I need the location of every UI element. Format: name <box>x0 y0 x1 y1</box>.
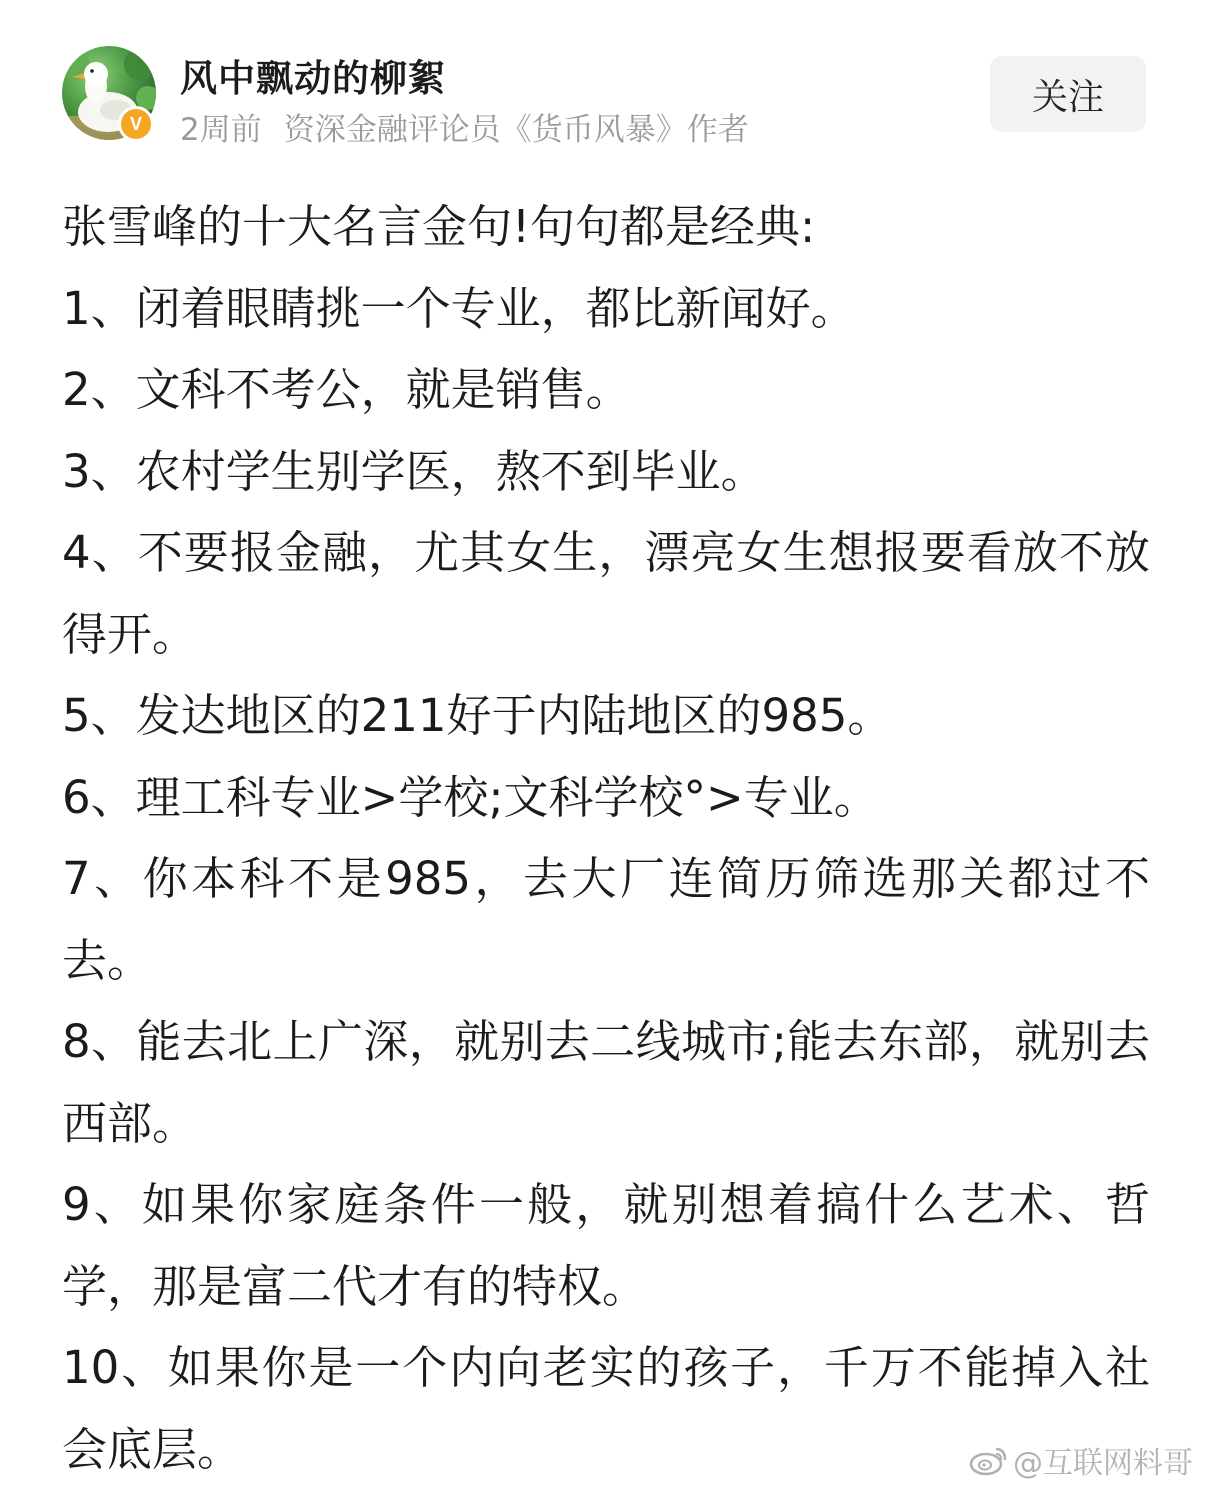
list-item: 5、发达地区的211好于内陆地区的985。 <box>62 689 893 742</box>
post-header <box>0 0 1205 160</box>
author-name[interactable]: 风中飘动的柳絮 <box>180 57 446 100</box>
list-item: 7、你本科不是985，去大厂连简历筛选那关都过不去。 <box>62 852 1150 987</box>
list-item: 2、文科不考公，就是销售。 <box>62 363 631 416</box>
watermark-text: @互联网料哥 <box>1013 1446 1193 1481</box>
watermark <box>969 1438 1193 1482</box>
list-item: 3、农村学生别学医，熬不到毕业。 <box>62 444 766 498</box>
post-body <box>62 186 1150 1490</box>
list-item: 8、能去北上广深，就别去二线城市;能去东部，就别去西部。 <box>62 1015 1150 1150</box>
list-item: 1、闭着眼睛挑一个专业，都比新闻好。 <box>62 281 856 335</box>
post-time: 2周前 <box>180 112 262 148</box>
weibo-logo-icon <box>969 1443 1009 1477</box>
list-item: 4、不要报金融，尤其女生，漂亮女生想报要看放不放得开。 <box>62 526 1150 661</box>
list-item: 10、如果你是一个内向老实的孩子，千万不能掉入社会底层。 <box>62 1341 1150 1476</box>
post-meta <box>180 104 749 149</box>
follow-button[interactable]: 关注 <box>990 56 1146 132</box>
list-item: 6、理工科专业>学校;文科学校°>专业。 <box>62 770 879 824</box>
list-item: 9、如果你家庭条件一般，就别想着搞什么艺术、哲学，那是富二代才有的特权。 <box>62 1178 1150 1313</box>
post-title: 张雪峰的十大名言金句!句句都是经典: <box>62 200 816 253</box>
author-description: 资深金融评论员《货币风暴》作者 <box>283 112 749 148</box>
verified-badge-icon: V <box>118 106 154 142</box>
